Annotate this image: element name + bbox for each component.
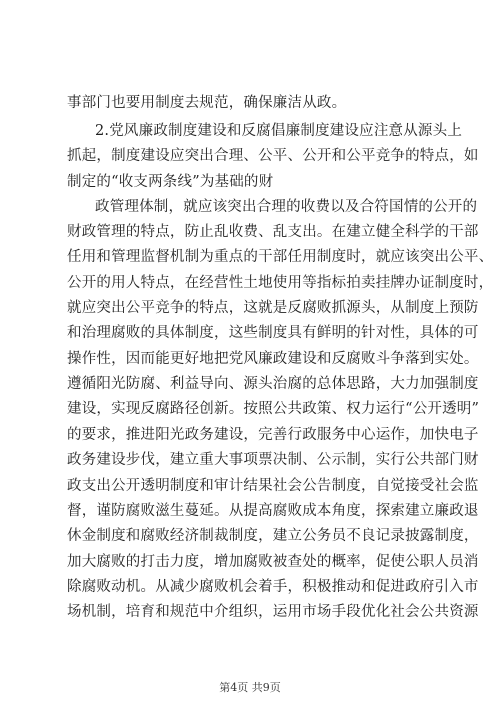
text-line: 政管理体制，就应该突出合理的收费以及合符国情的公开的 xyxy=(95,199,478,215)
text-line: 2.党风廉政制度建设和反腐倡廉制度建设应注意从源头上 xyxy=(95,123,463,139)
text-line: 事部门也要用制度去规范，确保廉洁从政。 xyxy=(67,95,347,111)
text-line: 就应突出公平竞争的特点，这就是反腐败抓源头，从制度上预防 xyxy=(67,300,479,316)
text-line: 政支出公开透明制度和审计结果社会公告制度，自觉接受社会监 xyxy=(67,478,479,494)
text-line: 遵循阳光防腐、利益导向、源头治腐的总体思路，大力加强制度 xyxy=(67,376,479,392)
text-line: 抓起，制度建设应突出合理、公平、公开和公平竞争的特点，如 xyxy=(67,148,479,164)
text-line: 休金制度和腐败经济制裁制度，建立公务员不良记录披露制度， xyxy=(67,528,479,544)
text-line: 公开的用人特点，在经营性土地使用等指标拍卖挂牌办证制度时， xyxy=(67,275,494,291)
text-line: 制定的“收支两条线”为基础的财 xyxy=(67,174,274,190)
text-line: 操作性，因而能更好地把党风廉政建设和反腐败斗争落到实处。 xyxy=(67,351,479,367)
text-line: 和治理腐败的具体制度，这些制度具有鲜明的针对性，具体的可 xyxy=(67,325,479,341)
text-line: 任用和管理监督机制为重点的干部任用制度时，就应该突出公平、 xyxy=(67,249,494,265)
text-line: 加大腐败的打击力度，增加腐败被查处的概率，促使公职人员消 xyxy=(67,554,479,570)
text-line: 除腐败动机。从减少腐败机会着手，积极推动和促进政府引入市 xyxy=(67,579,479,595)
page-number-footer: 第4页 共9页 xyxy=(219,681,281,694)
text-line: 的要求，推进阳光政务建设，完善行政服务中心运作，加快电子 xyxy=(67,427,479,443)
text-line: 场机制，培育和规范中介组织，运用市场手段优化社会公共资源 xyxy=(67,604,479,620)
text-line: 财政管理的特点，防止乱收费、乱支出。在建立健全科学的干部 xyxy=(67,224,479,240)
text-line: 建设，实现反腐路径创新。按照公共政策、权力运行“公开透明” xyxy=(67,401,480,417)
text-line: 督，谨防腐败滋生蔓延。从提高腐败成本角度，探索建立廉政退 xyxy=(67,503,479,519)
text-line: 政务建设步伐，建立重大事项票决制、公示制，实行公共部门财 xyxy=(67,452,479,468)
